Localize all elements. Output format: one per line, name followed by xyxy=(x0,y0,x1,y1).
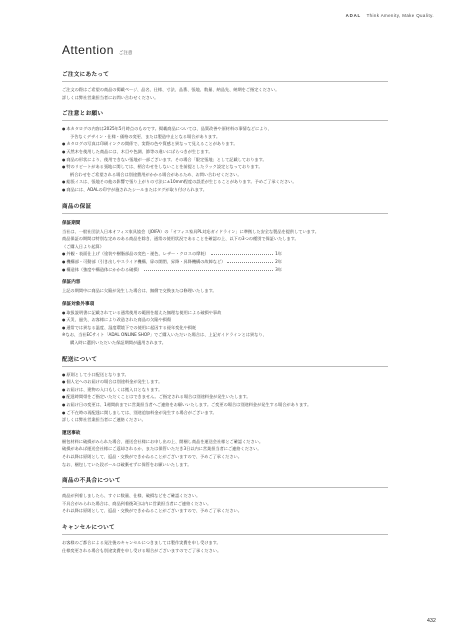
text-line: （ご購入日より起算） xyxy=(62,243,104,249)
text-line: 詳しくは弊社営業担当者にご連絡ください。 xyxy=(62,417,146,423)
page-number: 432 xyxy=(426,618,436,624)
warranty-years: 1年 xyxy=(275,251,282,257)
sub-heading: 保証対象外事項 xyxy=(62,301,95,307)
section-heading: 商品の不具合について xyxy=(62,476,388,488)
warranty-years: 3年 xyxy=(275,266,282,272)
list-item: ● 特のリピートがある張地に関しては、柄合わせをしないことを前提としたラック設定となっております。 xyxy=(62,163,388,171)
section-request xyxy=(62,109,388,193)
warranty-row xyxy=(62,250,282,258)
sub-heading: 運送事故 xyxy=(62,430,81,436)
text-line: お客様のご都合による発注後のキャンセルにつきましては製作実費を申し受けます。 xyxy=(62,539,221,545)
text-line: それ以降は原則として、返品・交換ができかねることがございますので、予めご了承ください。 xyxy=(62,508,242,514)
text-line: 仕様変更される場合も別途実費を申し受ける場合がございますのでご了承ください。 xyxy=(62,547,222,553)
list-item: ● 天災、過失、お客様により改造された商品の欠陥や損傷 xyxy=(62,316,388,324)
text-line: 商品保証の期間は特別な定めのある商品を除き、通常の使用状況であることを確認の上、以下の3つの種別で保証いたします。 xyxy=(62,236,299,242)
list-item: ● 取扱説明書に記載されている通常使用の範囲を超えた無理な使用による破損や事故 xyxy=(62,309,388,317)
warranty-row xyxy=(62,258,282,266)
list-item: ● 総張イスは、張地その他の影響で張り上がりの寸法に±10mm程度の誤差が生じることがあります。予めご了承ください。 xyxy=(62,178,388,186)
text-line: 詳しくは弊社営業担当者にお問い合わせください。 xyxy=(62,94,159,100)
list-item: ● 天然木を使用した商品には、木目や色調、節等の違いにばらつきが生じます。 xyxy=(62,148,388,156)
section-defect xyxy=(62,476,388,515)
list-item: ● 商品には、ADALの印字が施されたシールまたはタグが取り付けられます。 xyxy=(62,186,388,194)
dotted-leader xyxy=(227,258,273,263)
section-heading: 配送について xyxy=(62,355,388,367)
section-delivery xyxy=(62,355,388,469)
text-line: 不具合がみられた場合は、商品到着後3日以内に営業担当者にご連絡ください。 xyxy=(62,500,212,506)
dotted-leader xyxy=(211,250,273,255)
list-item: ● 商品の形状により、使用できない張地が一部ございます。その場合「限定張地」として記載しております。 xyxy=(62,156,388,164)
list-item-continued: 柄合わせをご希望される場合は別途費用がかかる場合があるため、お問い合わせください。 xyxy=(70,171,242,177)
section-heading: 商品の保証 xyxy=(62,202,388,214)
warranty-label: ● 構造体（強度や構造体にかかわる破損） xyxy=(62,266,142,274)
warranty-label: ● 機構部・可動部（引き出しやスライド機構、扉の開閉、昇降・昇降機構の故障など） xyxy=(62,258,225,266)
brand-name: ADAL xyxy=(345,13,362,18)
list-item: ● お届け日の変更は、1週間前までに営業担当者へご連絡をお願いいたします。ご変更の場合は別途料金が発生する場合があります。 xyxy=(62,401,388,409)
section-order xyxy=(62,70,388,101)
sub-heading: 保証期間 xyxy=(62,220,81,226)
page-subtitle: ご注意 xyxy=(118,51,133,56)
text-line: 上記の期間中に商品に欠陥が発生した場合は、無償で交換または修理いたします。 xyxy=(62,288,217,294)
list-item: ● カタログの写真は印刷インクの関係で、実際の色や質感と異なって見えることがあります。 xyxy=(62,140,388,148)
note-line: ※なお、当社ECサイト「ADAL ONLINE SHOP」でご購入いただいた場合は、上記ガイドラインとは異なり、 xyxy=(62,332,267,338)
list-item: ● 通常では異なる温度、湿度環境下での使用に起因する経年変化や損耗 xyxy=(62,324,388,332)
list-item: ● 原則として小口配送となります。 xyxy=(62,371,388,379)
text-line: 梱包材料に破損がみられた場合、運送会社様にお申し出の上、開梱し商品を運送会社様とご確認ください。 xyxy=(62,438,264,444)
content xyxy=(62,70,388,562)
list-item: ● 個人宅へのお届けの場合は別途料金が発生します。 xyxy=(62,378,388,386)
list-item: ● ご不在時の再配達に関しましては、別途追加料金が発生する場合がございます。 xyxy=(62,409,388,417)
section-heading: キャンセルについて xyxy=(62,523,388,535)
warranty-years: 2年 xyxy=(275,258,282,264)
section-cancel xyxy=(62,523,388,554)
text-line: それ以降は原則として、返品・交換ができかねることがございますので、予めご了承ください。 xyxy=(62,454,242,459)
list-item: ● 本カタログの内容は2025年5月時点のものです。掲載商品については、品質改善や原材料の事情などにより、 xyxy=(62,125,388,133)
page-title-row xyxy=(62,43,132,57)
text-line: 商品が到着しましたら、すぐに数量、仕様、破損などをご確認ください。 xyxy=(62,493,201,499)
list-item-continued: 予告なくデザイン・仕様・価格の変更、または製造中止となる場合があります。 xyxy=(70,133,221,139)
section-heading: ご注文にあたって xyxy=(62,70,388,82)
list-item: ● 配達時間帯をご指定いただくことはできません。ご指定される場合は別途料金が発生いたします。 xyxy=(62,393,388,401)
dotted-leader xyxy=(144,266,273,271)
page-title: Attention xyxy=(62,43,114,57)
section-warranty xyxy=(62,202,388,347)
header-brand xyxy=(346,13,434,18)
brand-tagline: Think Amenity, Make Quality. xyxy=(366,13,434,18)
list-item: ● お届けは、建物の入口もしくは搬入口となります。 xyxy=(62,386,388,394)
section-heading: ご注意とお願い xyxy=(62,109,388,121)
text-line: ご注文の際はご希望の商品の掲載ページ、品名、仕様、寸法、品番、張地、数量、納品先、納期をご指定ください。 xyxy=(62,87,280,92)
sub-heading: 保証内容 xyxy=(62,280,81,286)
text-line: 破損があれば運送会社様にご返却されるか、または保管いただき3日以内に営業担当者にご連絡ください。 xyxy=(62,446,262,452)
note-line: 購入時に選択いただいた保証期間が適用されます。 xyxy=(70,340,166,346)
warranty-row xyxy=(62,266,282,274)
text-line: なお、梱包していた段ボールは破棄せずに保管をお願いいたします。 xyxy=(62,461,192,467)
text-line: 当社は、一般社団法人日本オフィス家具協会（JOIFA）の「オフィス家具PL対応ガイドライン」に準拠した安全な製品を提供しています。 xyxy=(62,228,319,234)
warranty-label: ● 外観・表面仕上げ（塗装や樹脂部品の変色・褪色、レザー・クロスの摩耗） xyxy=(62,250,209,258)
